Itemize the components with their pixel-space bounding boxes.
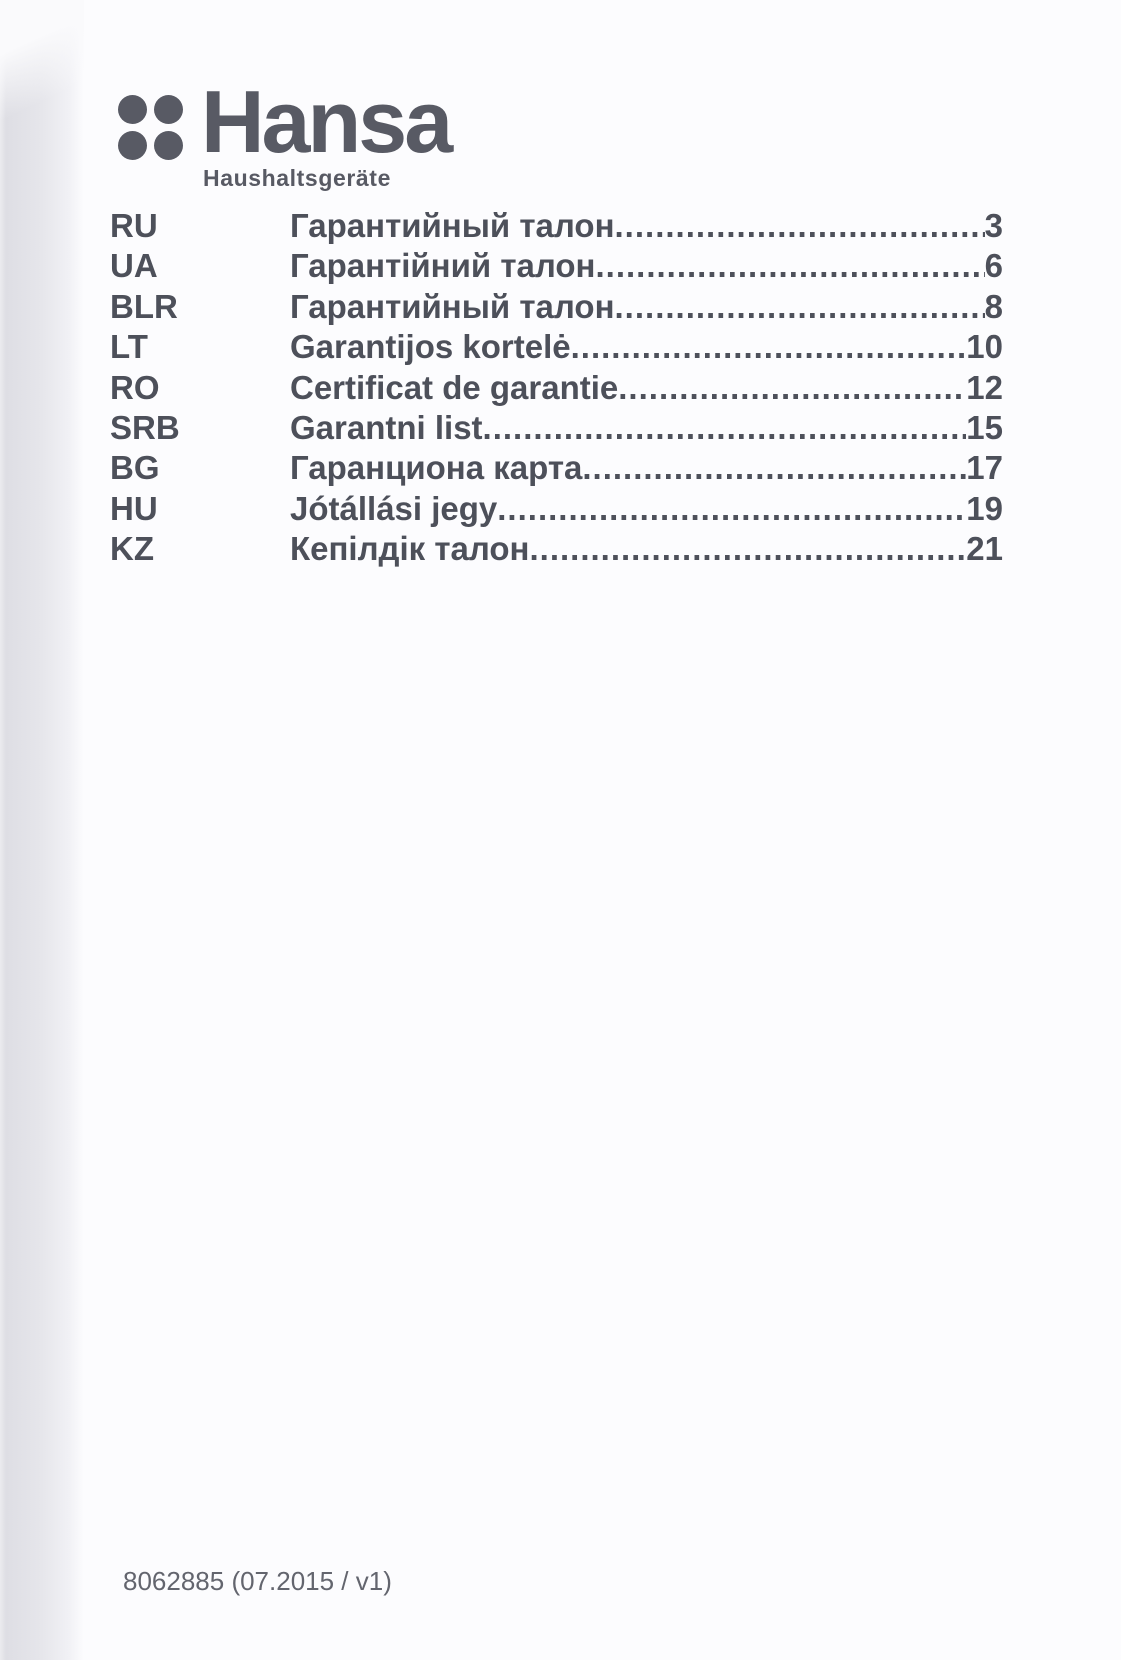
- toc-title: Гарантийный талон: [290, 287, 615, 325]
- toc-title: Garantijos kortelė: [290, 328, 571, 366]
- dotted-leader: [530, 529, 967, 569]
- brand-subtitle: Haushaltsgeräte: [203, 165, 391, 191]
- hansa-logo: [118, 72, 451, 192]
- dotted-leader: [483, 408, 967, 448]
- toc-entry: [110, 327, 1003, 367]
- toc-title: Гарантийный талон: [290, 207, 615, 244]
- toc-entry: [110, 529, 1003, 569]
- page-number: 12: [966, 368, 1003, 406]
- language-code: RU: [110, 207, 158, 244]
- page-number: 19: [966, 489, 1003, 527]
- toc-title: Кепілдік талон: [290, 530, 530, 568]
- toc-title: Garantni list: [290, 408, 483, 446]
- dotted-leader: [615, 206, 985, 246]
- logo-dot: [154, 95, 183, 124]
- page-number: 21: [966, 530, 1003, 568]
- language-code: KZ: [110, 530, 154, 568]
- page-bottom-edge-curve: [0, 1634, 240, 1660]
- toc-entry: [110, 408, 1003, 448]
- four-dots-grid-icon: [118, 95, 183, 160]
- page-number: 10: [966, 328, 1003, 366]
- logo-dot: [118, 95, 147, 124]
- toc-entry: [110, 246, 1003, 286]
- brand-name: Hansa: [201, 72, 451, 171]
- page-edge-top-fade: [0, 0, 84, 130]
- dotted-leader: [618, 368, 966, 408]
- toc-entry: [110, 368, 1003, 408]
- logo-dot: [154, 131, 183, 160]
- page-number: 8: [984, 287, 1003, 325]
- language-code: HU: [110, 489, 158, 527]
- page-number: 6: [984, 247, 1003, 285]
- page-number: 3: [984, 207, 1003, 244]
- page-edge-shadow: [0, 0, 84, 1660]
- toc-title: Гаранциона карта: [290, 449, 583, 487]
- page-number: 17: [966, 449, 1003, 487]
- toc-entry: [110, 448, 1003, 488]
- dotted-leader: [571, 327, 967, 367]
- dotted-leader: [615, 287, 985, 327]
- language-code: SRB: [110, 408, 180, 446]
- page-number: 15: [966, 408, 1003, 446]
- toc-entry: [110, 287, 1003, 327]
- dotted-leader: [596, 246, 985, 286]
- language-code: BLR: [110, 287, 178, 325]
- logo-text: [201, 72, 451, 192]
- dotted-leader: [497, 489, 966, 529]
- language-code: BG: [110, 449, 160, 487]
- toc-title: Гарантійний талон: [290, 247, 596, 285]
- toc-entry: [110, 489, 1003, 529]
- language-code: RO: [110, 368, 160, 406]
- language-code: LT: [110, 328, 148, 366]
- toc-title: Certificat de garantie: [290, 368, 619, 406]
- toc-title: Jótállási jegy: [290, 489, 498, 527]
- toc-entry: [110, 206, 1003, 246]
- logo-dot: [118, 131, 147, 160]
- document-code: 8062885 (07.2015 / v1): [123, 1566, 392, 1596]
- language-code: UA: [110, 247, 158, 285]
- dotted-leader: [582, 448, 966, 488]
- table-of-contents: [110, 206, 1003, 570]
